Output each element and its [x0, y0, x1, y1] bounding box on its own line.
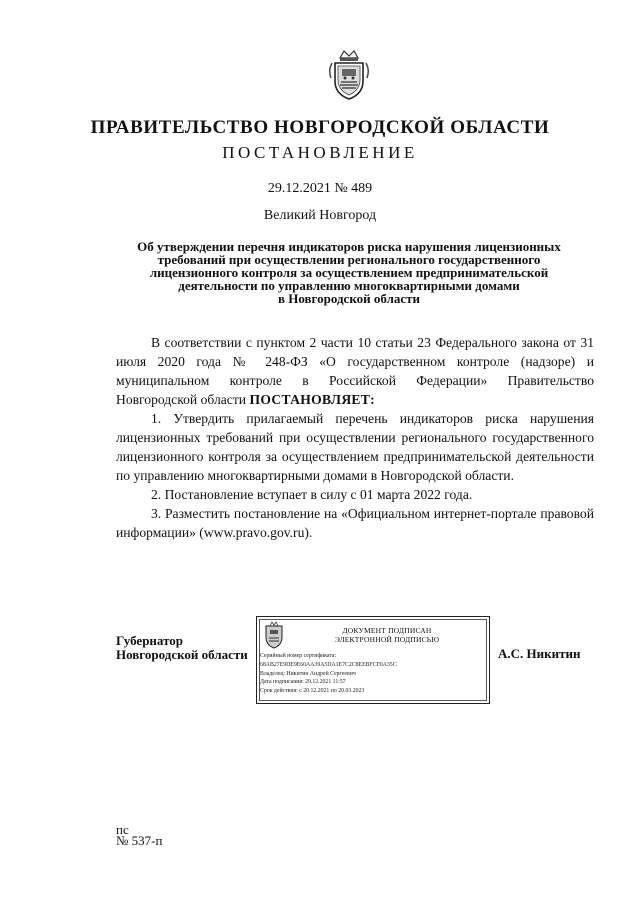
preamble-paragraph [116, 333, 594, 409]
document-city: Великий Новгород [263, 208, 377, 223]
coat-of-arms-icon [262, 621, 286, 649]
subject-line: деятельности по управлению многоквартирными домами [178, 278, 520, 293]
document-body [116, 333, 594, 542]
subject-line: в Новгородской области [277, 291, 421, 306]
stamp-title-line: ДОКУМЕНТ ПОДПИСАН [342, 626, 432, 635]
item-paragraph: 1. Утвердить прилагаемый перечень индикаторов риска нарушения лицензионных требований при осуществлении регионального государственного лицензионного контроля за осуществлением предпринимательской деятельности по управлению многоквартирными домами в Новгородской области. [116, 411, 594, 483]
subject-line: требований при осуществлении регионального государственного [157, 252, 541, 267]
document-date-number: 29.12.2021 № 489 [267, 181, 373, 196]
stamp-validity: Срок действия: с 20.12.2021 по 20.03.2023 [260, 688, 365, 695]
document-footer-code [116, 824, 162, 846]
subject-line: Об утверждении перечня индикаторов риска нарушения лицензионных [137, 239, 561, 254]
stamp-details [260, 652, 485, 696]
document-type: ПОСТАНОВЛЕНИЕ [222, 143, 418, 162]
signer-position-line: Новгородской области [116, 647, 248, 662]
footer-number: № 537-п [116, 833, 163, 848]
stamp-owner: Владелец: Никитин Андрей Сергеевич [260, 670, 356, 677]
stamp-title [287, 626, 487, 644]
footer-initials: пс [116, 822, 129, 837]
item-paragraph: 3. Разместить постановление на «Официальном интернет-портале правовой информации» (www.pravo.gov.ru). [116, 506, 594, 540]
stamp-cert-label: Серийный номер сертификата: [260, 653, 337, 659]
electronic-signature-stamp [256, 616, 490, 704]
stamp-signed-date: Дата подписания: 29.12.2021 11:57 [260, 679, 346, 686]
preamble-text: В соответствии с пунктом 2 части 10 статьи 23 Федерального закона от 31 июля 2020 года № 248-ФЗ «О государственном контроле (надзоре) и муниципальном контроле в Российской Федерации» Правительство Новгородской области [116, 335, 594, 407]
stamp-cert-serial: 68AB27E9DE9E60AA39A5DA1E7C2C8EEBFCF0A35C [260, 661, 397, 668]
novgorod-coat-of-arms-icon [326, 48, 372, 102]
signer-name: А.С. Никитин [498, 646, 581, 661]
signer-position-line: Губернатор [116, 633, 184, 648]
stamp-title-line: ЭЛЕКТРОННОЙ ПОДПИСЬЮ [334, 635, 440, 644]
resolves-word: ПОСТАНОВЛЯЕТ: [249, 392, 375, 407]
item-paragraph: 2. Постановление вступает в силу с 01 марта 2022 года. [151, 487, 473, 502]
document-subject [110, 240, 588, 305]
signer-position [116, 634, 248, 662]
organization-title: ПРАВИТЕЛЬСТВО НОВГОРОДСКОЙ ОБЛАСТИ [90, 117, 550, 138]
subject-line: лицензионного контроля за осуществлением предпринимательской [149, 265, 549, 280]
